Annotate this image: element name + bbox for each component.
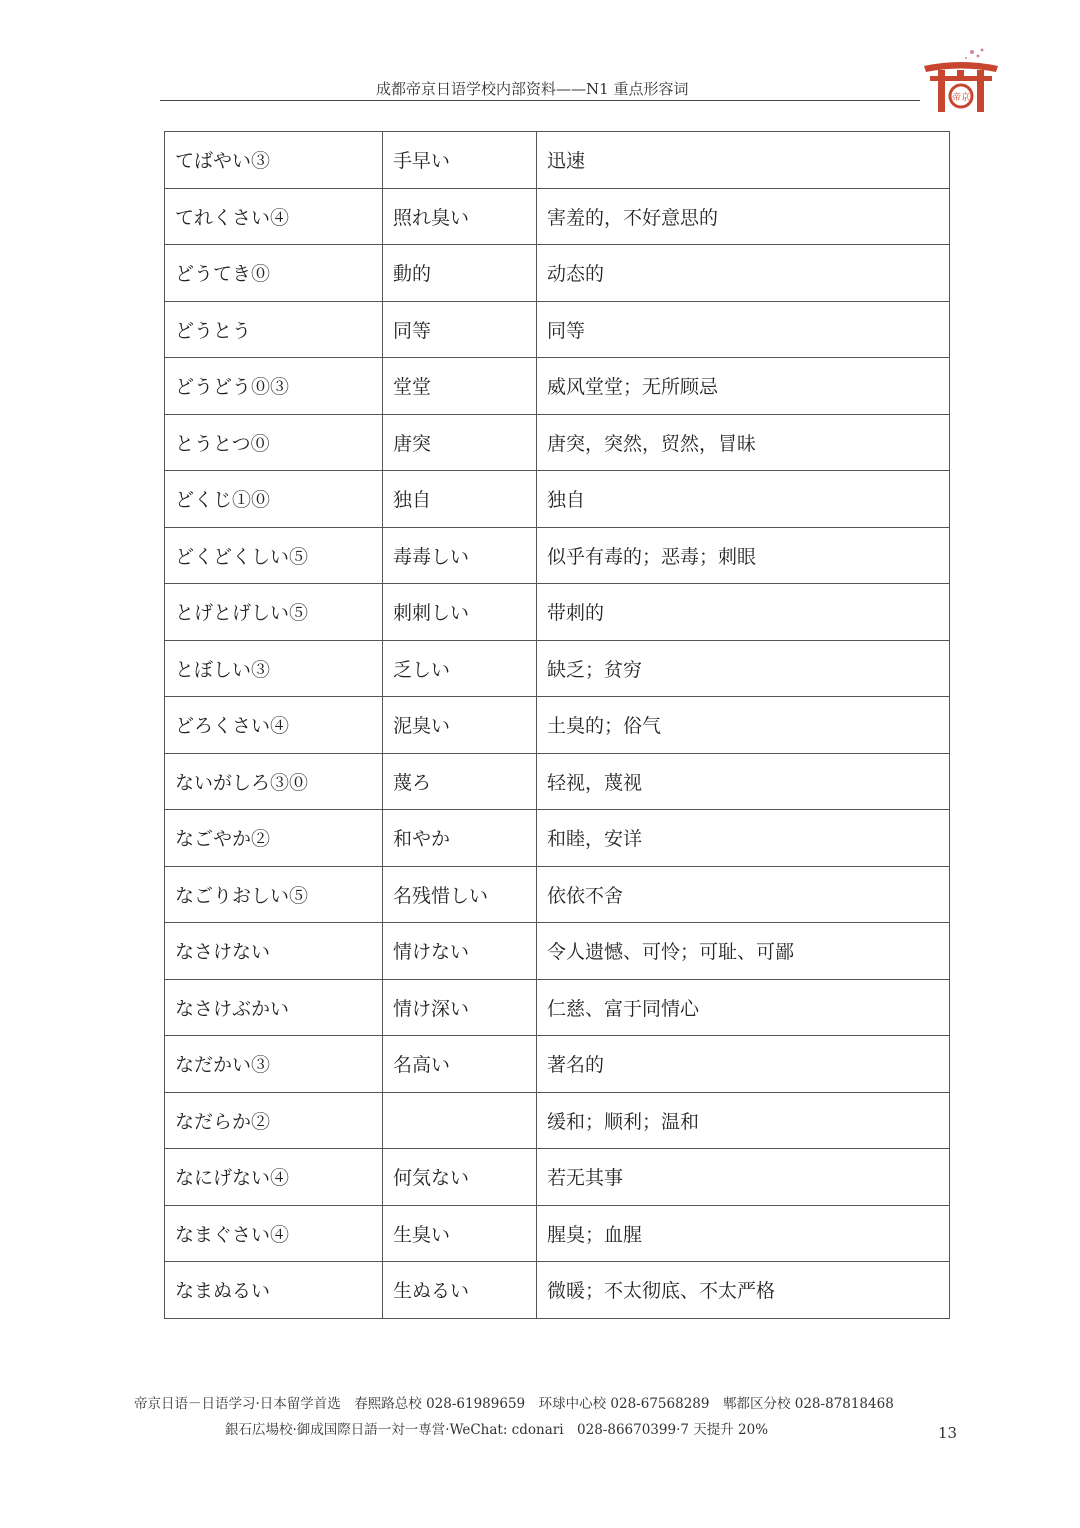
- meaning-cell: 迅速: [537, 132, 950, 189]
- table-row: [165, 640, 950, 697]
- meaning-cell: 同等: [537, 301, 950, 358]
- reading-cell: なさけない: [165, 923, 383, 980]
- reading-cell: とうとつ⓪: [165, 414, 383, 471]
- meaning-cell: 动态的: [537, 245, 950, 302]
- table-row: [165, 753, 950, 810]
- table-row: [165, 810, 950, 867]
- meaning-cell: 缺乏；贫穷: [537, 640, 950, 697]
- table-row: [165, 1149, 950, 1206]
- kanji-cell: 生ぬるい: [383, 1262, 537, 1319]
- table-row: [165, 527, 950, 584]
- table-row: [165, 414, 950, 471]
- vocabulary-table: [164, 131, 950, 1319]
- meaning-cell: 仁慈、富于同情心: [537, 979, 950, 1036]
- reading-cell: ないがしろ③⓪: [165, 753, 383, 810]
- torii-logo-icon: [920, 46, 1002, 116]
- table-row: [165, 301, 950, 358]
- table-row: [165, 188, 950, 245]
- header-divider: [160, 100, 920, 101]
- reading-cell: なにげない④: [165, 1149, 383, 1206]
- meaning-cell: 缓和；顺利；温和: [537, 1092, 950, 1149]
- table-row: [165, 584, 950, 641]
- table-row: [165, 1262, 950, 1319]
- reading-cell: なだかい③: [165, 1036, 383, 1093]
- reading-cell: なごやか②: [165, 810, 383, 867]
- kanji-cell: 名残惜しい: [383, 866, 537, 923]
- reading-cell: なまぬるい: [165, 1262, 383, 1319]
- meaning-cell: 令人遗憾、可怜；可耻、可鄙: [537, 923, 950, 980]
- kanji-cell: [383, 1092, 537, 1149]
- meaning-cell: 轻视，蔑视: [537, 753, 950, 810]
- kanji-cell: 蔑ろ: [383, 753, 537, 810]
- kanji-cell: 名高い: [383, 1036, 537, 1093]
- meaning-cell: 唐突，突然，贸然，冒昧: [537, 414, 950, 471]
- meaning-cell: 依依不舍: [537, 866, 950, 923]
- kanji-cell: 生臭い: [383, 1205, 537, 1262]
- table-row: [165, 979, 950, 1036]
- kanji-cell: 和やか: [383, 810, 537, 867]
- reading-cell: なまぐさい④: [165, 1205, 383, 1262]
- reading-cell: なごりおしい⑤: [165, 866, 383, 923]
- reading-cell: どくじ①⓪: [165, 471, 383, 528]
- kanji-cell: 情けない: [383, 923, 537, 980]
- kanji-cell: 泥臭い: [383, 697, 537, 754]
- reading-cell: なだらか②: [165, 1092, 383, 1149]
- meaning-cell: 若无其事: [537, 1149, 950, 1206]
- meaning-cell: 腥臭；血腥: [537, 1205, 950, 1262]
- meaning-cell: 独自: [537, 471, 950, 528]
- table-row: [165, 1036, 950, 1093]
- kanji-cell: 同等: [383, 301, 537, 358]
- footer-line-1: 帝京日语－日语学习·日本留学首选 春熙路总校 028-61989659 环球中心校 028-67568289 郫都区分校 028-87818468: [134, 1396, 894, 1412]
- meaning-cell: 微暖；不太彻底、不太严格: [537, 1262, 950, 1319]
- table-row: [165, 132, 950, 189]
- footer-line-2: 銀石広場校·御成国際日語一対一専営·WeChat: cdonari 028-86670399·7 天提升 20%: [225, 1422, 769, 1438]
- kanji-cell: 情け深い: [383, 979, 537, 1036]
- reading-cell: どうどう⓪③: [165, 358, 383, 415]
- page-number: 13: [938, 1424, 958, 1442]
- meaning-cell: 似乎有毒的；恶毒；刺眼: [537, 527, 950, 584]
- kanji-cell: 動的: [383, 245, 537, 302]
- kanji-cell: 堂堂: [383, 358, 537, 415]
- table-row: [165, 923, 950, 980]
- table-row: [165, 697, 950, 754]
- reading-cell: てれくさい④: [165, 188, 383, 245]
- kanji-cell: 何気ない: [383, 1149, 537, 1206]
- table-row: [165, 866, 950, 923]
- kanji-cell: 刺刺しい: [383, 584, 537, 641]
- header-title: 成都帝京日语学校内部资料——N1 重点形容词: [376, 80, 689, 98]
- reading-cell: とげとげしい⑤: [165, 584, 383, 641]
- meaning-cell: 著名的: [537, 1036, 950, 1093]
- meaning-cell: 威风堂堂；无所顾忌: [537, 358, 950, 415]
- meaning-cell: 带刺的: [537, 584, 950, 641]
- reading-cell: どうてき⓪: [165, 245, 383, 302]
- table-row: [165, 358, 950, 415]
- table-row: [165, 245, 950, 302]
- table-row: [165, 1205, 950, 1262]
- kanji-cell: 毒毒しい: [383, 527, 537, 584]
- kanji-cell: 唐突: [383, 414, 537, 471]
- table-row: [165, 1092, 950, 1149]
- reading-cell: どろくさい④: [165, 697, 383, 754]
- meaning-cell: 土臭的；俗气: [537, 697, 950, 754]
- meaning-cell: 和睦，安详: [537, 810, 950, 867]
- svg-text:帝京: 帝京: [951, 93, 971, 103]
- reading-cell: どくどくしい⑤: [165, 527, 383, 584]
- table-row: [165, 471, 950, 528]
- reading-cell: どうとう: [165, 301, 383, 358]
- meaning-cell: 害羞的，不好意思的: [537, 188, 950, 245]
- kanji-cell: 独自: [383, 471, 537, 528]
- kanji-cell: 照れ臭い: [383, 188, 537, 245]
- reading-cell: なさけぶかい: [165, 979, 383, 1036]
- kanji-cell: 手早い: [383, 132, 537, 189]
- reading-cell: とぼしい③: [165, 640, 383, 697]
- kanji-cell: 乏しい: [383, 640, 537, 697]
- reading-cell: てばやい③: [165, 132, 383, 189]
